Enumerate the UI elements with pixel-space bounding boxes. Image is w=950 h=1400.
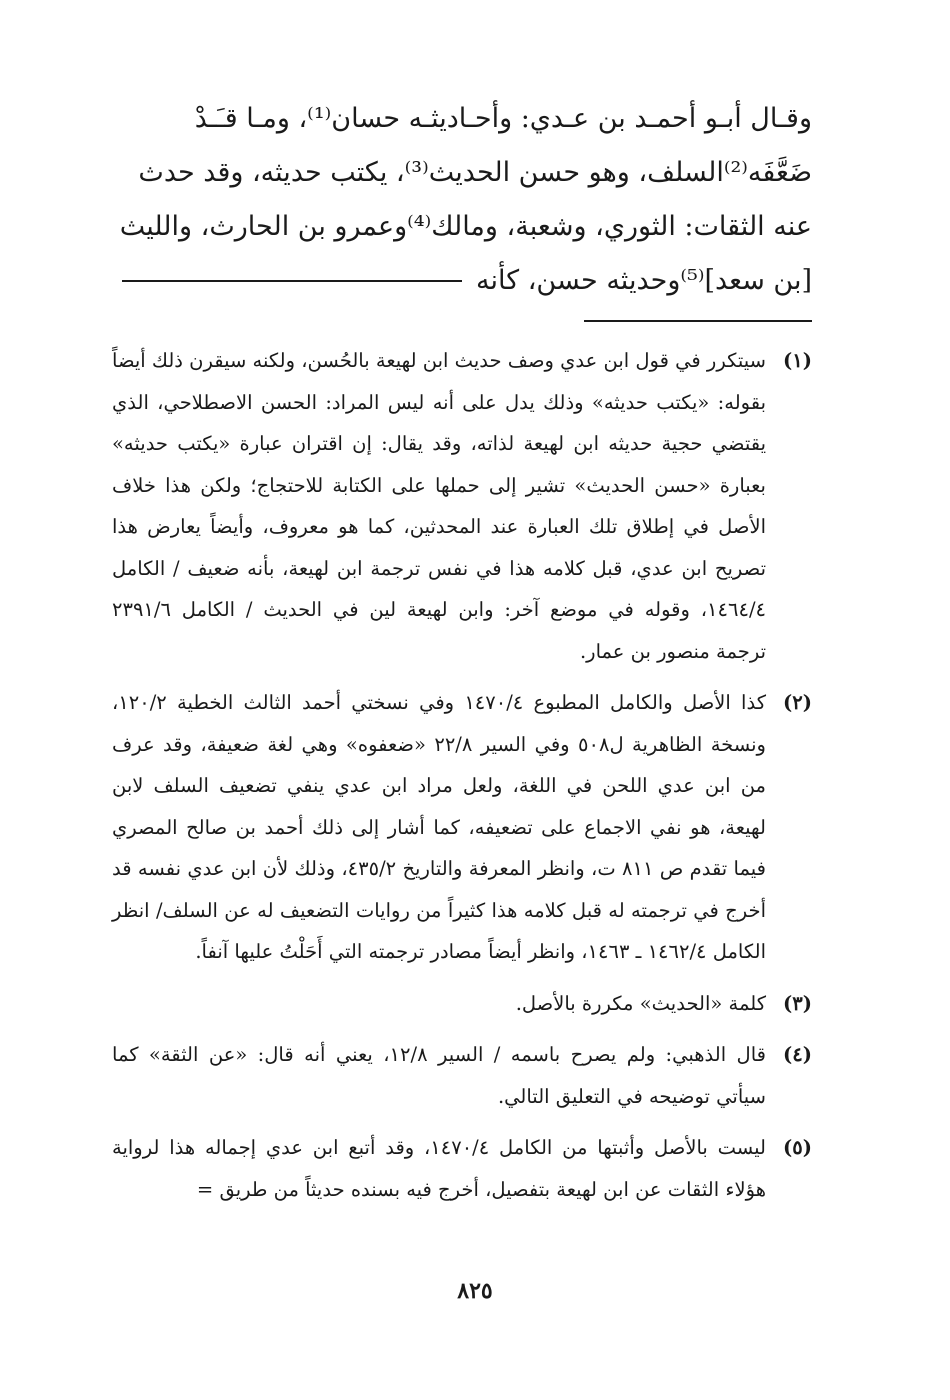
footnote-1 (112, 340, 812, 672)
footnote-text: سيتكرر في قول ابن عدي وصف حديث ابن لهيعة بالحُسن، ولكنه سيقرن ذلك أيضاً بقوله: «يكتب حديثه» وذلك يدل على أنه ليس المراد: الحسن الاصطلاحي، الذي يقتضي حجية حديثه ابن لهيعة لذاته، وقد يقال: إن اقتران عبارة «يكتب حديثه» بعبارة «حسن الحديث» تشير إلى حملها على الكتابة للاحتجاج؛ ولكن هذا خلاف الأصل في إطلاق تلك العبارة عند المحدثين، كما هو معروف، وأيضاً يعارض هذا تصريح ابن عدي، قبل كلامه هذا في نفس ترجمة ابن لهيعة، بأنه ضعيف / الكامل ١٤٦٤/٤، وقوله في موضع آخر: وابن لهيعة لين في الحديث / الكامل ٢٣٩١/٦ ترجمة منصور بن عمار. (112, 349, 766, 663)
page-number: ٨٢٥ (457, 1278, 493, 1304)
footnote-number: (٣) (783, 991, 812, 1015)
footnote-text: قال الذهبي: ولم يصرح باسمه / السير ١٢/٨، يعني أنه قال: «عن الثقة» كما سيأتي توضيحه في التعليق التالي. (112, 1043, 766, 1108)
footnote-number: (١) (783, 349, 812, 372)
main-text-line: ضَعَّفَه⁽²⁾السلف، وهو حسن الحديث⁽³⁾، يكتب حديثه، وقد حدث (138, 157, 812, 188)
footnote-number: (٤) (783, 1043, 812, 1066)
continuation-rule (122, 280, 462, 282)
main-text-block (112, 92, 812, 308)
footnote-number: (٥) (783, 1136, 812, 1159)
footnote-2 (112, 682, 812, 973)
main-text-line: [بن سعد]⁽⁵⁾وحديثه حسن، كأنه (476, 265, 812, 296)
footnote-number: (٢) (783, 691, 812, 714)
main-text-line: وقـال أبـو أحمـد بن عـدي: وأحـاديثـه حسان⁽¹⁾، ومـا قـَـدْ (194, 103, 812, 134)
footnote-5 (112, 1127, 812, 1210)
main-text-line: عنه الثقات: الثوري، وشعبة، ومالك⁽⁴⁾وعمرو بن الحارث، والليث (119, 211, 812, 242)
footnote-text: ليست بالأصل وأثبتها من الكامل ١٤٧٠/٤، وقد أتبع ابن عدي إجماله هذا لرواية هؤلاء الثقات عن ابن لهيعة بتفصيل، أخرج فيه بسنده حديثاً من طريق = (112, 1136, 766, 1201)
footnote-separator (584, 320, 812, 322)
footnote-text: كذا الأصل والكامل المطبوع ١٤٧٠/٤ وفي نسختي أحمد الثالث الخطية ١٢٠/٢، ونسخة الظاهرية ل٥٠٨ وفي السير ٢٢/٨ «ضعفوه» وهي لغة ضعيفة، وقد عرف من ابن عدي اللحن في اللغة، ولعل مراد ابن عدي ينفي تضعيف السلف لابن لهيعة، هو نفي الاجماع على تضعيفه، كما أشار إلى ذلك أحمد بن صالح المصري فيما تقدم ص ٨١١ ت، وانظر المعرفة والتاريخ ٤٣٥/٢، وذلك لأن ابن عدي نفسه قد أخرج في ترجمته له قبل كلامه هذا كثيراً من روايات التضعيف له عن السلف/ انظر الكامل ١٤٦٢/٤ ـ ١٤٦٣، وانظر أيضاً مصادر ترجمته التي أَحَلْتُ عليها آنفاً. (112, 691, 766, 963)
main-text-last-line (112, 254, 812, 308)
footnote-4 (112, 1034, 812, 1117)
footnotes-section (112, 340, 812, 1220)
footnote-3 (112, 983, 812, 1025)
footnote-text: كلمة «الحديث» مكررة بالأصل. (515, 991, 766, 1015)
